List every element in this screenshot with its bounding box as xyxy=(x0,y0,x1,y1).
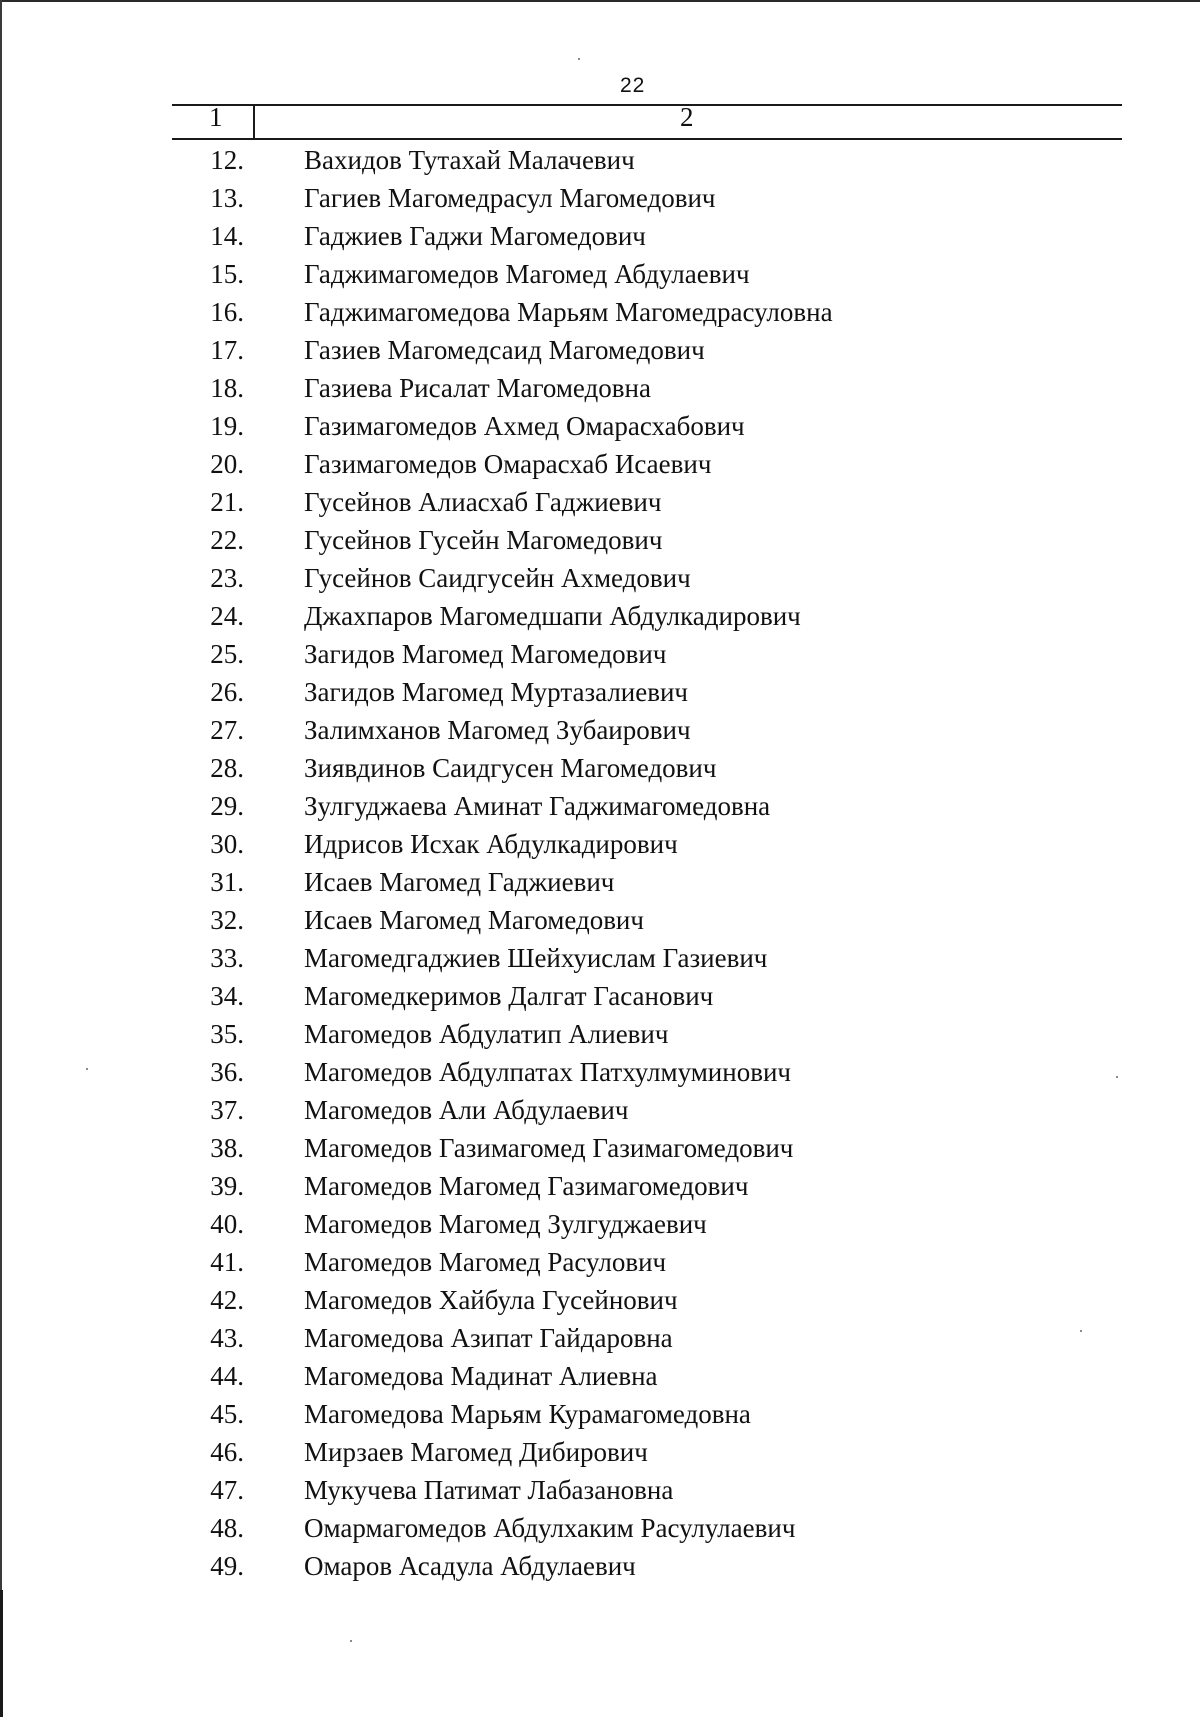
table-row xyxy=(0,521,1200,559)
row-full-name: Омаров Асадула Абдулаевич xyxy=(304,1551,636,1581)
row-full-name: Омармагомедов Абдулхаким Расулулаевич xyxy=(304,1513,796,1543)
row-number: 32. xyxy=(210,905,244,935)
row-number: 23. xyxy=(210,563,244,593)
row-number: 13. xyxy=(210,183,244,213)
table-row xyxy=(0,407,1200,445)
row-full-name: Магомедов Магомед Газимагомедович xyxy=(304,1171,749,1201)
row-full-name: Залимханов Магомед Зубаирович xyxy=(304,715,691,745)
table-row xyxy=(0,1015,1200,1053)
table-row xyxy=(0,331,1200,369)
table-row xyxy=(0,179,1200,217)
row-number: 44. xyxy=(210,1361,244,1391)
table-row xyxy=(0,597,1200,635)
table-row xyxy=(0,673,1200,711)
row-full-name: Гусейнов Гусейн Магомедович xyxy=(304,525,663,555)
table-row xyxy=(0,445,1200,483)
table-row xyxy=(0,1243,1200,1281)
row-number: 39. xyxy=(210,1171,244,1201)
row-number: 38. xyxy=(210,1133,244,1163)
row-number: 36. xyxy=(210,1057,244,1087)
row-full-name: Идрисов Исхак Абдулкадирович xyxy=(304,829,678,859)
row-full-name: Гаджимагомедова Марьям Магомедрасуловна xyxy=(304,297,833,327)
table-row xyxy=(0,711,1200,749)
table-header-col-2: 2 xyxy=(680,102,694,132)
row-number: 29. xyxy=(210,791,244,821)
table-row xyxy=(0,1319,1200,1357)
row-number: 21. xyxy=(210,487,244,517)
row-number: 14. xyxy=(210,221,244,251)
row-full-name: Загидов Магомед Муртазалиевич xyxy=(304,677,689,707)
table-row xyxy=(0,1433,1200,1471)
row-number: 25. xyxy=(210,639,244,669)
table-row xyxy=(0,1395,1200,1433)
row-number: 30. xyxy=(210,829,244,859)
row-full-name: Магомедова Марьям Курамагомедовна xyxy=(304,1399,751,1429)
row-full-name: Газиев Магомедсаид Магомедович xyxy=(304,335,705,365)
table-row xyxy=(0,939,1200,977)
table-row xyxy=(0,559,1200,597)
row-number: 18. xyxy=(210,373,244,403)
table-row xyxy=(0,483,1200,521)
row-full-name: Гаджимагомедов Магомед Абдулаевич xyxy=(304,259,750,289)
row-full-name: Зиявдинов Саидгусен Магомедович xyxy=(304,753,717,783)
row-number: 34. xyxy=(210,981,244,1011)
table-row xyxy=(0,977,1200,1015)
row-number: 28. xyxy=(210,753,244,783)
row-number: 43. xyxy=(210,1323,244,1353)
table-row xyxy=(0,293,1200,331)
scan-edge-top xyxy=(0,0,1200,2)
row-full-name: Магомедова Мадинат Алиевна xyxy=(304,1361,658,1391)
row-full-name: Мукучева Патимат Лабазановна xyxy=(304,1475,674,1505)
row-number: 24. xyxy=(210,601,244,631)
row-number: 45. xyxy=(210,1399,244,1429)
table-column-divider xyxy=(253,104,255,138)
table-row xyxy=(0,1509,1200,1547)
row-number: 19. xyxy=(210,411,244,441)
table-row xyxy=(0,1129,1200,1167)
table-row xyxy=(0,635,1200,673)
row-number: 17. xyxy=(210,335,244,365)
row-full-name: Газимагомедов Омарасхаб Исаевич xyxy=(304,449,712,479)
row-full-name: Гаджиев Гаджи Магомедович xyxy=(304,221,646,251)
row-full-name: Исаев Магомед Магомедович xyxy=(304,905,644,935)
row-number: 31. xyxy=(210,867,244,897)
row-number: 40. xyxy=(210,1209,244,1239)
table-body xyxy=(0,141,1200,1585)
row-full-name: Магомедов Газимагомед Газимагомедович xyxy=(304,1133,794,1163)
row-number: 49. xyxy=(210,1551,244,1581)
row-number: 33. xyxy=(210,943,244,973)
table-header-rule xyxy=(172,138,1122,140)
row-number: 15. xyxy=(210,259,244,289)
row-number: 35. xyxy=(210,1019,244,1049)
row-full-name: Магомедов Магомед Расулович xyxy=(304,1247,667,1277)
row-full-name: Исаев Магомед Гаджиевич xyxy=(304,867,615,897)
scan-speck xyxy=(578,58,580,60)
row-full-name: Загидов Магомед Магомедович xyxy=(304,639,667,669)
row-number: 12. xyxy=(210,145,244,175)
table-top-rule xyxy=(172,104,1122,106)
table-row xyxy=(0,1053,1200,1091)
row-number: 48. xyxy=(210,1513,244,1543)
row-full-name: Магомедов Хайбула Гусейнович xyxy=(304,1285,678,1315)
row-number: 27. xyxy=(210,715,244,745)
table-row xyxy=(0,141,1200,179)
row-full-name: Магомедова Азипат Гайдаровна xyxy=(304,1323,673,1353)
row-full-name: Магомедкеримов Далгат Гасанович xyxy=(304,981,714,1011)
row-full-name: Мирзаев Магомед Дибирович xyxy=(304,1437,648,1467)
row-full-name: Гагиев Магомедрасул Магомедович xyxy=(304,183,716,213)
row-number: 26. xyxy=(210,677,244,707)
table-row xyxy=(0,1547,1200,1585)
row-number: 16. xyxy=(210,297,244,327)
table-row xyxy=(0,1167,1200,1205)
row-full-name: Магомедов Абдулпатах Патхулмуминович xyxy=(304,1057,791,1087)
table-row xyxy=(0,825,1200,863)
table-row xyxy=(0,369,1200,407)
row-full-name: Магомедгаджиев Шейхуислам Газиевич xyxy=(304,943,768,973)
table-row xyxy=(0,901,1200,939)
table-row xyxy=(0,1205,1200,1243)
row-number: 37. xyxy=(210,1095,244,1125)
table-header-col-1: 1 xyxy=(209,102,223,132)
row-number: 22. xyxy=(210,525,244,555)
row-number: 41. xyxy=(210,1247,244,1277)
row-number: 46. xyxy=(210,1437,244,1467)
row-full-name: Газимагомедов Ахмед Омарасхабович xyxy=(304,411,745,441)
row-number: 42. xyxy=(210,1285,244,1315)
table-row xyxy=(0,217,1200,255)
row-full-name: Газиева Рисалат Магомедовна xyxy=(304,373,651,403)
row-number: 47. xyxy=(210,1475,244,1505)
row-full-name: Зулгуджаева Аминат Гаджимагомедовна xyxy=(304,791,771,821)
scan-speck xyxy=(350,1640,352,1642)
table-row xyxy=(0,749,1200,787)
table-row xyxy=(0,863,1200,901)
row-number: 20. xyxy=(210,449,244,479)
table-row xyxy=(0,787,1200,825)
row-full-name: Магомедов Али Абдулаевич xyxy=(304,1095,629,1125)
row-full-name: Джахпаров Магомедшапи Абдулкадирович xyxy=(304,601,801,631)
row-full-name: Гусейнов Алиасхаб Гаджиевич xyxy=(304,487,662,517)
row-full-name: Вахидов Тутахай Малачевич xyxy=(304,145,635,175)
row-full-name: Гусейнов Саидгусейн Ахмедович xyxy=(304,563,691,593)
table-row xyxy=(0,255,1200,293)
row-full-name: Магомедов Магомед Зулгуджаевич xyxy=(304,1209,707,1239)
table-row xyxy=(0,1091,1200,1129)
scan-edge-mark xyxy=(0,1590,3,1717)
table-row xyxy=(0,1471,1200,1509)
row-full-name: Магомедов Абдулатип Алиевич xyxy=(304,1019,669,1049)
table-row xyxy=(0,1281,1200,1319)
page-number: 22 xyxy=(620,74,646,97)
table-row xyxy=(0,1357,1200,1395)
